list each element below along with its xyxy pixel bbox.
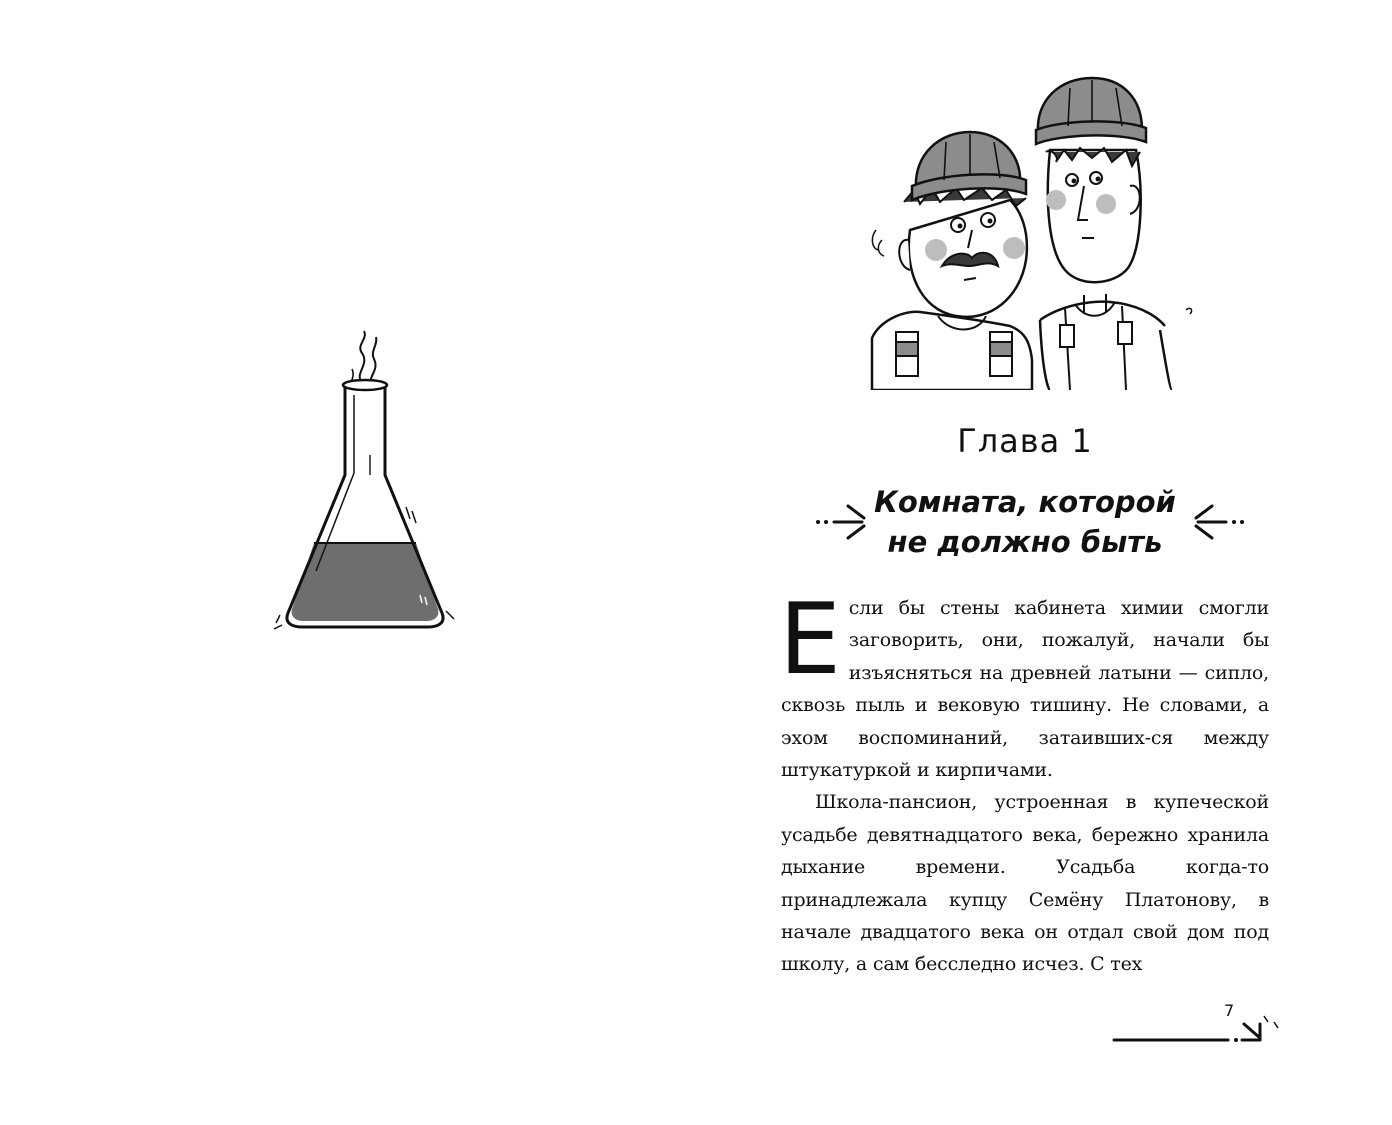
page-number: 7 (1224, 1001, 1235, 1020)
body-text (779, 583, 1269, 981)
decorative-arrows-icon (1190, 498, 1250, 548)
chapter-title-line: Комната, которой (874, 485, 1176, 519)
chapter-title-line: не должно быть (887, 525, 1163, 559)
chapter-title (860, 482, 1190, 562)
flask-icon (270, 325, 460, 645)
footer-line-icon (1110, 1012, 1280, 1048)
paragraph: Школа-пансион, устроенная в купеческой усадьбе девятнадцатого века, бережно хранила дыхание времени. Усадьба когда-то принадлежала купцу Семёну Платонову, в начале двадцатого века он отдал свой дом под школу, а сам бесследно исчез. С тех (781, 791, 1269, 976)
drop-cap: Е (779, 583, 841, 697)
paragraph (779, 583, 1269, 786)
paragraph-text: сли бы стены кабинета химии смогли заговорить, они, пожалуй, начали бы изъясняться на древней латыни — сипло, сквозь пыль и вековую тишину. Не словами, а эхом воспоминаний, затаивших-ся между штукатуркой и кирпичами. (781, 597, 1269, 782)
chapter-title-block (780, 482, 1270, 572)
two-workers-icon (860, 70, 1200, 390)
chapter-number: Глава 1 (957, 422, 1093, 460)
